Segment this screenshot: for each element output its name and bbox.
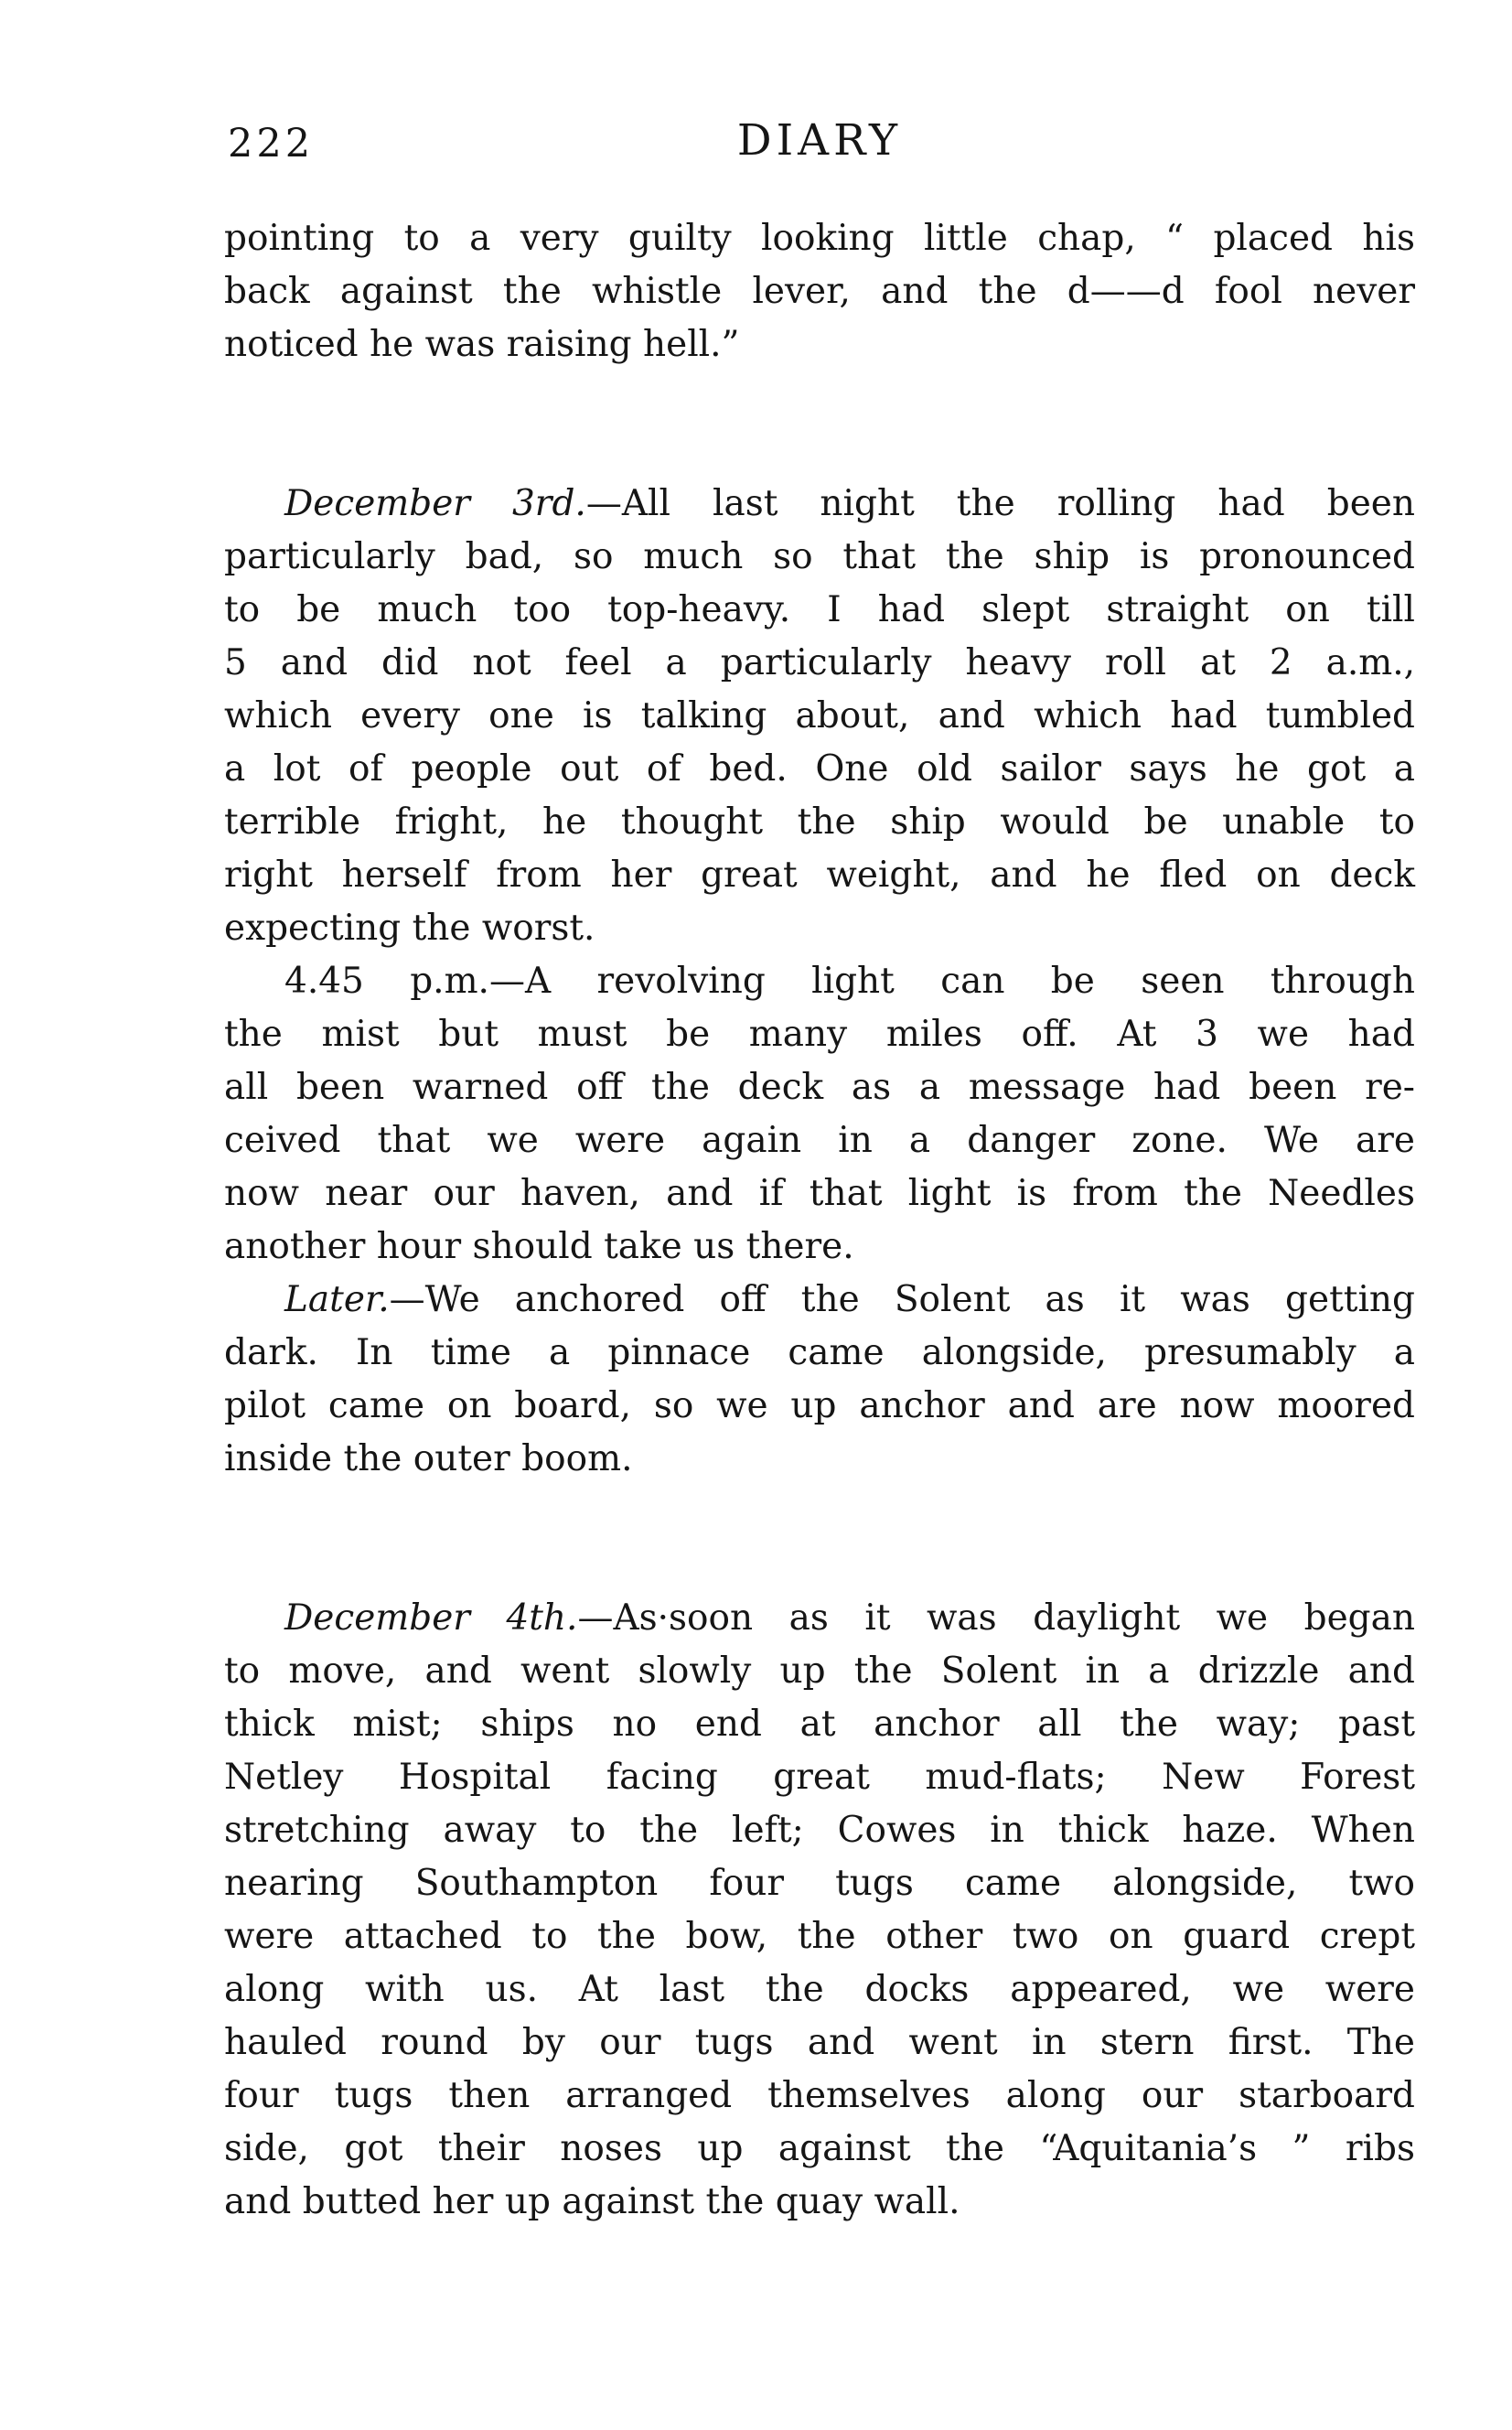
text-line: thick mist; ships no end at anchor all the way; past (224, 1704, 1415, 1745)
paragraph-december-4th (224, 1592, 1415, 2229)
date-heading: December 3rd. (284, 483, 586, 524)
text-line: terrible fright, he thought the ship would be unable to (224, 801, 1415, 843)
text-line: all been warned off the deck as a message had been re- (224, 1067, 1415, 1108)
text-line: particularly bad, so much so that the ship is pronounced (224, 536, 1415, 577)
text-line: along with us. At last the docks appeared, we were (224, 1969, 1415, 2010)
text-line: Netley Hospital facing great mud-flats; New Forest (224, 1757, 1415, 1798)
page-body (224, 212, 1415, 2229)
text-line: December 4th.—As·soon as it was daylight we began (284, 1597, 1415, 1639)
text-line: dark. In time a pinnace came alongside, presumably a (224, 1332, 1415, 1373)
page-header (224, 115, 1415, 170)
text-line: stretching away to the left; Cowes in thick haze. When (224, 1810, 1415, 1851)
text-line: four tugs then arranged themselves along our starboard (224, 2075, 1415, 2116)
paragraph-continuation (224, 212, 1415, 371)
text-line: nearing Southampton four tugs came alongside, two (224, 1863, 1415, 1904)
text-line: a lot of people out of bed. One old sailor says he got a (224, 748, 1415, 790)
text-line: noticed he was raising hell.” (224, 324, 740, 365)
text-line: pointing to a very guilty looking little chap, “ placed his (224, 218, 1415, 259)
text-line: and butted her up against the quay wall. (224, 2181, 960, 2222)
page-number: 222 (228, 121, 315, 167)
text-line: now near our haven, and if that light is from the Needles (224, 1173, 1415, 1214)
text-line: expecting the worst. (224, 908, 595, 949)
text-line: ceived that we were again in a danger zone. We are (224, 1120, 1415, 1161)
text-line: the mist but must be many miles off. At 3 we had (224, 1014, 1415, 1055)
text-line: right herself from her great weight, and he fled on deck (224, 855, 1415, 896)
text-line: were attached to the bow, the other two on guard crept (224, 1916, 1415, 1957)
text-line: to be much too top-heavy. I had slept straight on till (224, 589, 1415, 630)
text-line: which every one is talking about, and which had tumbled (224, 695, 1415, 737)
paragraph-four-forty-five-pm (224, 955, 1415, 1274)
paragraph-later (224, 1274, 1415, 1486)
text-line: back against the whistle lever, and the d——d fool never (224, 271, 1415, 312)
running-title: DIARY (736, 115, 903, 166)
text-line: Later.—We anchored off the Solent as it was getting (284, 1279, 1415, 1320)
text-line: 5 and did not feel a particularly heavy roll at 2 a.m., (224, 642, 1415, 683)
text-line: inside the outer boom. (224, 1438, 633, 1479)
text-line: to move, and went slowly up the Solent in a drizzle and (224, 1650, 1415, 1692)
text-line: side, got their noses up against the “Aquitania’s ” ribs (224, 2128, 1415, 2169)
date-heading: December 4th. (284, 1597, 578, 1639)
text-line: pilot came on board, so we up anchor and are now moored (224, 1385, 1415, 1426)
text-line: hauled round by our tugs and went in stern first. The (224, 2022, 1415, 2063)
text-line: 4.45 p.m.—A revolving light can be seen through (284, 961, 1415, 1002)
text-line: another hour should take us there. (224, 1226, 854, 1267)
paragraph-december-3rd (224, 478, 1415, 955)
text-line: December 3rd.—All last night the rolling had been (284, 483, 1416, 524)
date-heading: Later. (284, 1279, 390, 1320)
